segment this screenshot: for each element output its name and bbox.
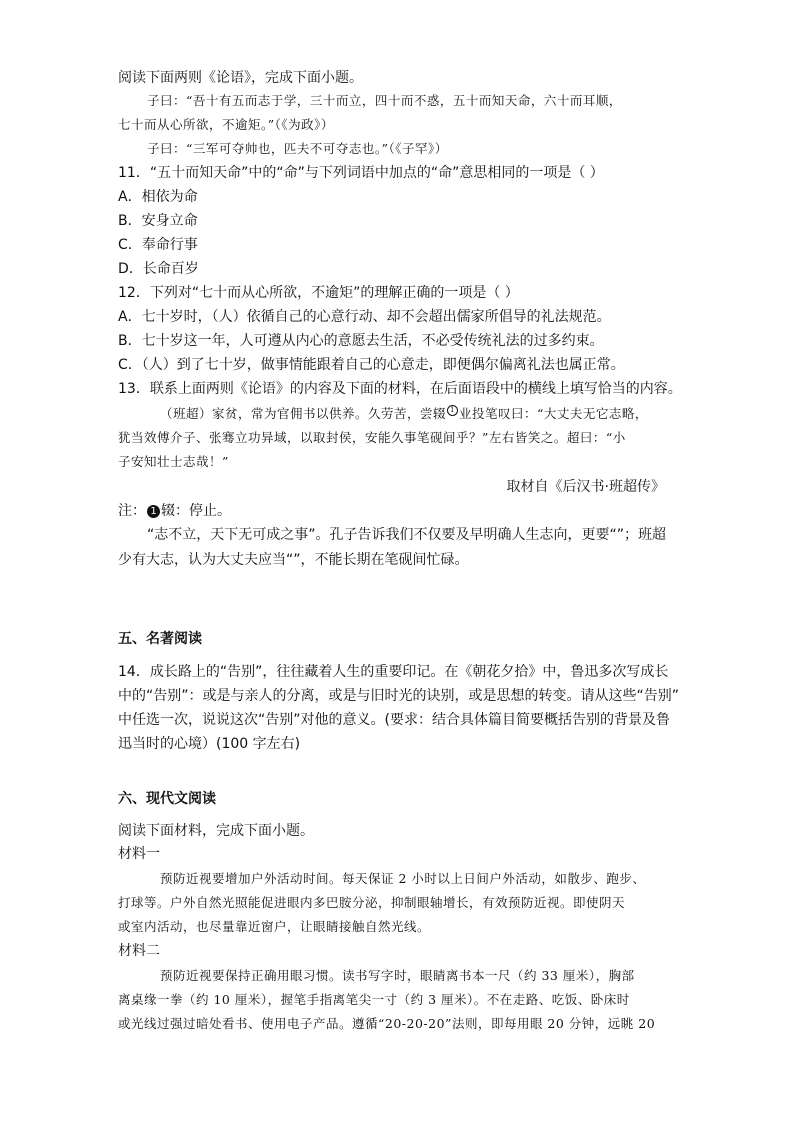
option-d: D．长命百岁 xyxy=(118,261,199,277)
option-c: C．奉命行事 xyxy=(118,237,198,253)
footnote xyxy=(118,502,231,520)
option-a: A．相依为命 xyxy=(118,189,198,205)
passage-line xyxy=(160,405,648,423)
quote-line: 七十而从心所欲，不逾矩。”（《为政》） xyxy=(118,117,334,132)
reading-intro: 阅读下面材料，完成下面小题。 xyxy=(118,823,314,839)
passage-text: （班超）家贫，常为官佣书以供养。久劳苦，尝辍 xyxy=(160,406,447,421)
section-title: 六、现代文阅读 xyxy=(118,791,216,807)
footnote-marker: 1 xyxy=(147,505,160,518)
material-title: 材料二 xyxy=(118,943,160,959)
option-b: B．安身立命 xyxy=(118,213,198,229)
option-b: B．七十岁这一年，人可遵从内心的意愿去生活，不必受传统礼法的过多约束。 xyxy=(118,333,604,349)
question-line: 14．成长路上的“告别”，往往藏着人生的重要印记。在《朝花夕拾》中，鲁迅多次写成长 xyxy=(118,664,669,680)
question-stem: 12．下列对“七十而从心所欲，不逾矩”的理解正确的一项是（ ） xyxy=(118,285,519,301)
footnote-marker: 1 xyxy=(447,405,458,416)
option-a: A．七十岁时，（人）依循自己的心意行动、却不会超出儒家所倡导的礼法规范。 xyxy=(118,309,611,325)
reading-intro: 阅读下面两则《论语》，完成下面小题。 xyxy=(118,70,363,86)
material-line: 或光线过强过暗处看书、使用电子产品。遵循“20-20-20”法则，即每用眼 20 分钟，远眺 20 xyxy=(118,1016,656,1031)
fill-paragraph-line: 少有大志，认为大丈夫应当“”，不能长期在笔砚间忙碌。 xyxy=(118,552,469,568)
material-title: 材料一 xyxy=(118,846,160,862)
footnote-prefix: 注： xyxy=(118,503,146,519)
passage-source: 取材自《后汉书·班超传》 xyxy=(506,479,665,495)
section-title: 五、名著阅读 xyxy=(118,631,202,647)
passage-line: 犹当效傅介子、张骞立功异域，以取封侯，安能久事笔砚间乎？”左右皆笑之。超曰：“小 xyxy=(118,430,626,445)
question-stem: 11．“五十而知天命”中的“命”与下列词语中加点的“命”意思相同的一项是（ ） xyxy=(118,165,604,181)
footnote-text: 辍：停止。 xyxy=(161,503,231,519)
material-line: 打球等。户外自然光照能促进眼内多巴胺分泌，抑制眼轴增长，有效预防近视。即使阴天 xyxy=(118,895,626,910)
passage-line: 子安知壮士志哉！” xyxy=(118,454,229,469)
quote-line: 子曰：“吾十有五而志于学，三十而立，四十而不惑，五十而知天命，六十而耳顺， xyxy=(147,93,622,108)
question-line: 迅当时的心境）(100 字左右) xyxy=(118,736,301,752)
material-line: 或室内活动，也尽量靠近窗户，让眼睛接触自然光线。 xyxy=(118,919,431,934)
fill-paragraph-line: “志不立，天下无可成之事”。孔子告诉我们不仅要及早明确人生志向，更要“”；班超 xyxy=(147,527,667,543)
material-line: 离桌缘一拳（约 10 厘米），握笔手指离笔尖一寸（约 3 厘米）。不在走路、吃饭、卧床时 xyxy=(118,992,630,1007)
question-line: 中的“告别”：或是与亲人的分离，或是与旧时光的诀别，或是思想的转变。请从这些“告别” xyxy=(118,688,680,704)
quote-line: 子曰：“三军可夺帅也，匹夫不可夺志也。”（《子罕》） xyxy=(147,141,448,156)
question-stem: 13．联系上面两则《论语》的内容及下面的材料，在后面语段中的横线上填写恰当的内容。 xyxy=(118,381,682,397)
material-line: 预防近视要保持正确用眼习惯。读书写字时，眼睛离书本一尺（约 33 厘米），胸部 xyxy=(160,968,635,983)
question-line: 中任选一次，说说这次“告别”对他的意义。(要求：结合具体篇目简要概括告别的背景及鲁 xyxy=(118,712,670,728)
passage-text: 业投笔叹曰：“大丈夫无它志略， xyxy=(459,406,648,421)
material-line: 预防近视要增加户外活动时间。每天保证 2 小时以上日间户外活动，如散步、跑步、 xyxy=(160,871,646,886)
option-c: C．（人）到了七十岁，做事情能跟着自己的心意走，即便偶尔偏离礼法也属正常。 xyxy=(118,357,625,373)
